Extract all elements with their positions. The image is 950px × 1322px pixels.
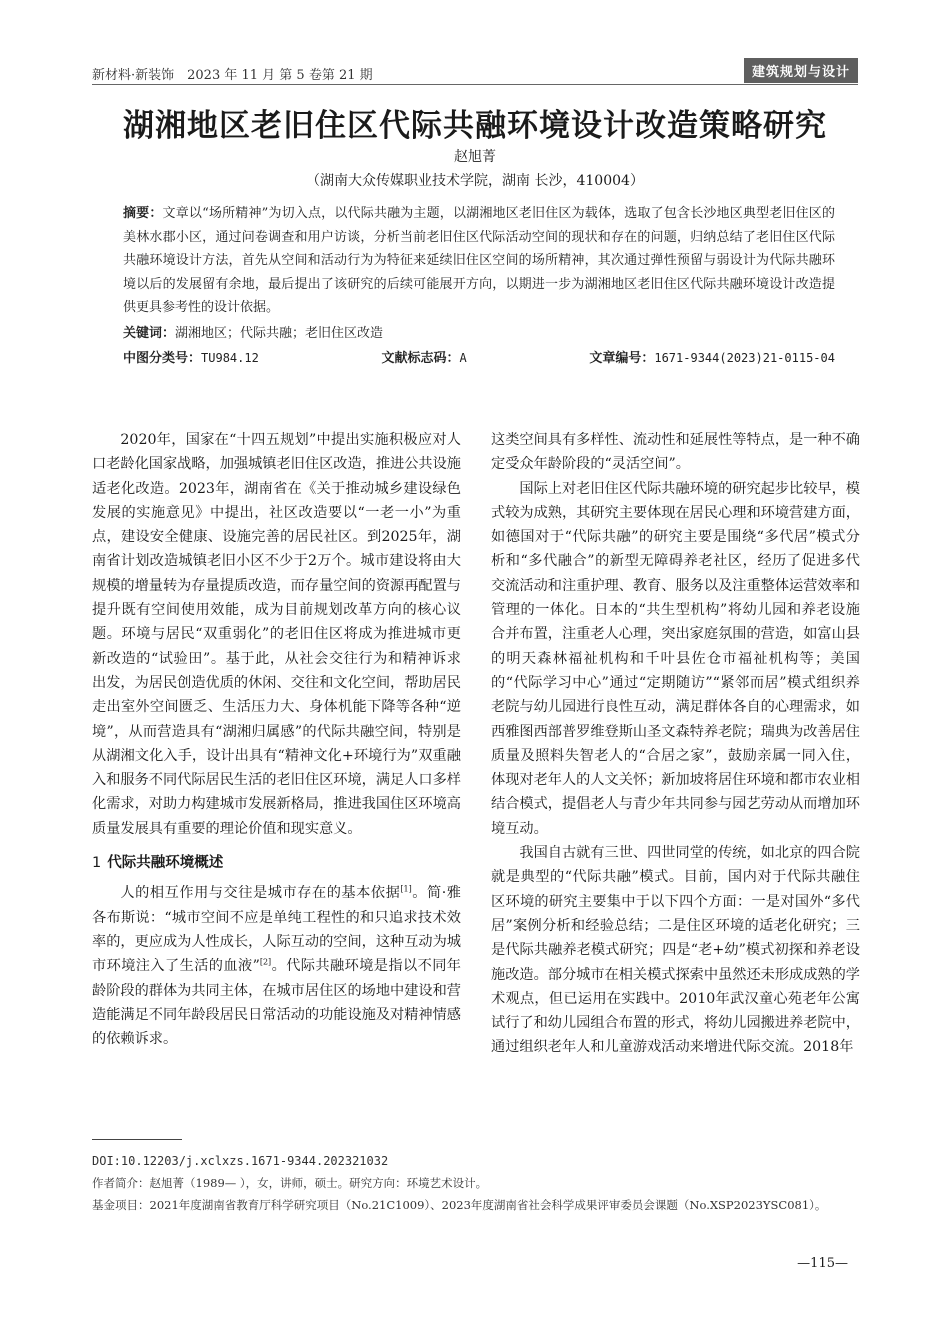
article-number: [589, 347, 835, 371]
paragraph: 我国自古就有三世、四世同堂的传统，如北京的四合院就是典型的“代际共融”模式。目前，国内对于代际共融住区环境的研究主要集中于以下四个方面：一是对国外“多代居”案例分析和经验总结；二是住区环境的适老化研究；三是代际共融养老模式研究；四是“老+幼”模式初探和养老设施改造。部分城市在相关模式探索中虽然还未形成成熟的学术观点，但已运用在实践中。2010年武汉童心苑老年公寓试行了和幼儿园组合布置的形式，将幼儿园搬进养老院中，通过组织老年人和儿童游戏活动来增进代际交流。2018年: [491, 845, 860, 1056]
journal-info: 新材料·新装饰 2023 年 11 月 第 5 卷第 21 期: [92, 68, 373, 83]
footnote-divider: [92, 1139, 182, 1140]
section-heading: [92, 851, 461, 875]
text-run: 。代际共融环境是指以不同年龄阶段的群体为共同主体，在城市居住区的场地中建设和营造能满足不同年龄段居民日常活动的功能设施及对精神情感的依赖诉求。: [92, 958, 461, 1048]
paragraph: [92, 881, 461, 1051]
clc-label: 中图分类号：: [123, 351, 202, 366]
clc-code: [123, 347, 259, 371]
citation-ref[interactable]: [1]: [400, 884, 412, 894]
paragraph: 这类空间具有多样性、流动性和延展性等特点，是一种不确定受众年龄阶段的“灵活空间”。: [491, 432, 860, 473]
keywords-text: 湖湘地区；代际共融；老旧住区改造: [175, 325, 384, 341]
paragraph: 2020年，国家在“十四五规划”中提出实施积极应对人口老龄化国家战略，加强城镇老旧住区改造，推进公共设施适老化改造。2023年，湖南省在《关于推动城乡建设绿色发展的实施意见》中提出，社区改造要以“一老一小”为重点，建设安全健康、设施完善的居民社区。到2025年，湖南省计划改造城镇老旧小区不少于2万个。城市建设将由大规模的增量转为存量提质改造，而存量空间的资源再配置与提升既有空间使用效能，成为目前规划改革方向的核心议题。环境与居民“双重弱化”的老旧住区将成为推进城市更新改造的“试验田”。基于此，从社会交往行为和精神诉求出发，为居民创造优质的休闲、交往和文化空间，帮助居民走出室外空间匮乏、生活压力大、身体机能下降等各种“逆境”，从而营造具有“湖湘归属感”的代际共融空间，特别是从湖湘文化入手，设计出具有“精神文化+环境行为”双重融入和服务不同代际居民生活的老旧住区环境，满足人口多样化需求，对助力构建城市发展新格局，推进我国住区环境高质量发展具有重要的理论价值和现实意义。: [92, 432, 461, 837]
paper-title: 湖湘地区老旧住区代际共融环境设计改造策略研究: [123, 108, 827, 144]
text-run: 人的相互作用与交往是城市存在的基本依据: [120, 885, 401, 902]
author-name: 赵旭菁: [454, 149, 496, 165]
paragraph: 国际上对老旧住区代际共融环境的研究起步比较早，模式较为成熟，其研究主要体现在居民心理和环境营建方面，如德国对于“代际共融”的研究主要是围绕“多代居”模式分析和“多代融合”的新型无障碍养老社区，经历了促进多代交流活动和注重护理、教育、服务以及注重整体运营效率和管理的一体化。日本的“共生型机构”将幼儿园和养老设施合并布置，注重老人心理，突出家庭氛围的营造，如富山县的明天森林福祉机构和千叶县佐仓市福祉机构等；美国的“代际学习中心”通过“定期随访”“紧邻而居”模式组织养老院与幼儿园进行良性互动，满足群体各自的心理需求，如西雅图西部普罗维登斯山圣文森特养老院；瑞典为改善居住质量及照料失智老人的“合居之家”，鼓励亲属一同入住，体现对老年人的人文关怀；新加坡将居住环境和都市农业相结合模式，提倡老人与青少年共同参与园艺劳动从而增加环境互动。: [491, 480, 860, 837]
section-title: 代际共融环境概述: [107, 855, 224, 872]
footnotes: [92, 1150, 860, 1216]
article-value: 1671-9344(2023)21-0115-04: [654, 351, 835, 365]
fund-info: 基金项目：2021年度湖南省教育厅科学研究项目（No.21C1009）、2023年度湖南省社会科学成果评审委员会课题（No.XSP2023YSC081）。: [92, 1198, 827, 1212]
doc-label: 文献标志码：: [381, 351, 460, 366]
doc-value: A: [459, 351, 467, 365]
author-bio: 作者简介：赵旭菁（1989— ），女，讲师，硕士。研究方向：环境艺术设计。: [92, 1176, 488, 1190]
doc-code: [381, 347, 466, 371]
classification-row: [123, 347, 835, 371]
author-affiliation: （湖南大众传媒职业技术学院，湖南 长沙，410004）: [306, 173, 644, 189]
doi: DOI:10.12203/j.xclxzs.1671-9344.202321032: [92, 1154, 389, 1168]
abstract-text: 文章以“场所精神”为切入点，以代际共融为主题，以湖湘地区老旧住区为载体，选取了包含长沙地区典型老旧住区的美林水郡小区，通过问卷调查和用户访谈，分析当前老旧住区代际活动空间的现状和存在的问题，归纳总结了老旧住区代际共融环境设计方法，首先从空间和活动行为为特征来延续旧住区空间的场所精神，其次通过弹性预留与弱设计为代际共融环境以后的发展留有余地，最后提出了该研究的后续可能展开方向，以期进一步为湖湘地区老旧住区代际共融环境设计改造提供更具参考性的设计依据。: [123, 206, 835, 315]
abstract: [123, 202, 835, 320]
section-number: 1: [92, 855, 102, 872]
section-tag: 建筑规划与设计: [744, 58, 858, 83]
page-number: —115—: [797, 1256, 848, 1271]
header-divider: [92, 84, 858, 85]
abstract-label: 摘要：: [123, 206, 163, 221]
article-label: 文章编号：: [589, 351, 655, 366]
keywords-label: 关键词：: [123, 325, 176, 341]
abstract-block: [123, 202, 835, 371]
keywords: [123, 322, 835, 346]
text-run: 。简·雅各布斯说：“城市空间不应是单纯工程性的和只追求技术效率的，更应成为人性成长，人际互动的空间，这种互动为城市环境注入了生活的血液”: [92, 885, 461, 975]
clc-value: TU984.12: [201, 351, 259, 365]
citation-ref[interactable]: [2]: [259, 957, 272, 967]
left-column: [92, 428, 461, 1051]
right-column: [491, 428, 860, 1060]
